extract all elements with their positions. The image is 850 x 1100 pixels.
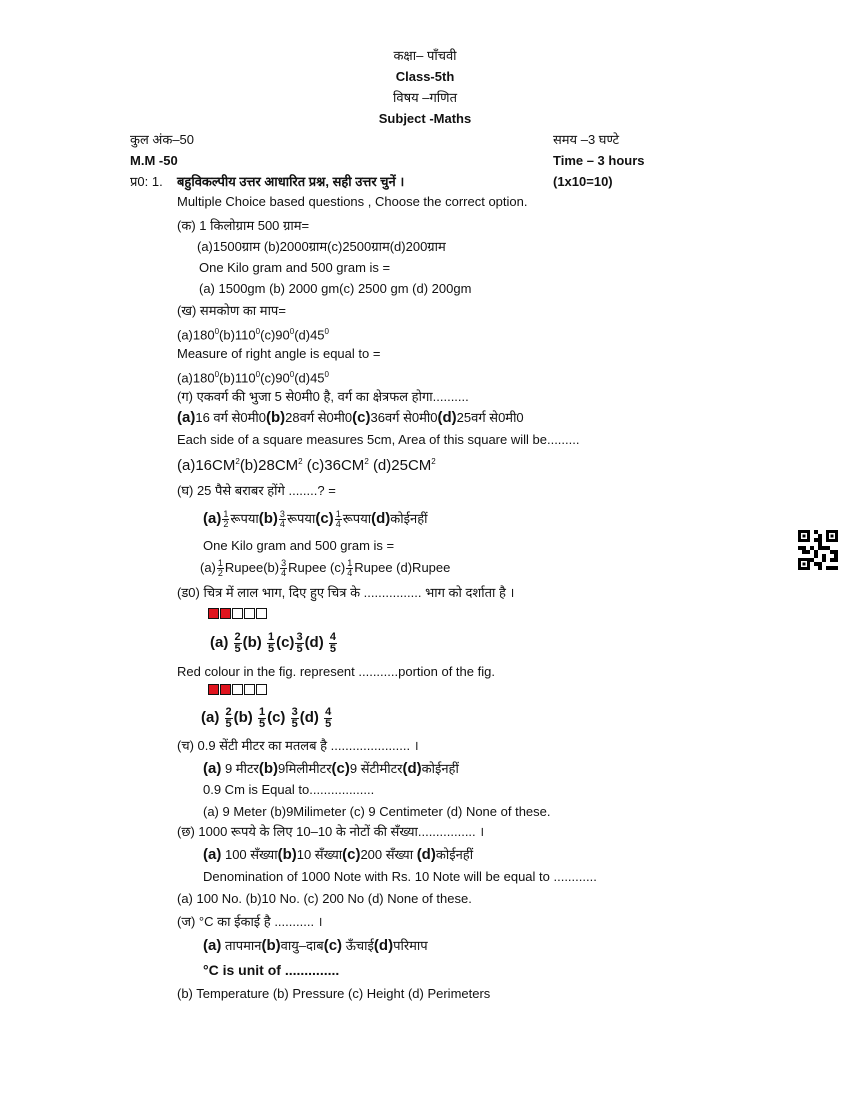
- q-cha-options-hi: (a) 9 मीटर(b)9मिलीमीटर(c)9 सेंटीमीटर(d)कोईनहीं: [203, 760, 459, 777]
- fraction: $\frac{1}{2}$: [217, 558, 223, 579]
- question-number: प्र0: 1.: [130, 174, 163, 189]
- q-ka-hi: (क) 1 किलोग्राम 500 ग्राम=: [177, 218, 310, 233]
- fraction: $\frac{3}{5}$: [291, 705, 298, 730]
- q-gha-hi: (घ) 25 पैसे बराबर होंगे ........? =: [177, 483, 336, 498]
- q-kha-options-2: $(a)180^0(b)110^0(c)90^0(d)45^0$: [177, 370, 329, 386]
- fraction-figure-2: [208, 684, 268, 695]
- figure-box: [244, 684, 255, 695]
- q-nga-options-1: (a) $\frac{2}{5}$ (b) $\frac{1}{5}$ (c) $\frac{3}{5}$ (d) $\frac{4}{5}$: [210, 630, 337, 655]
- q-cha-options-en: (a) 9 Meter (b)9Milimeter (c) 9 Centimeter (d) None of these.: [203, 804, 551, 819]
- q-chha-options-en: (a) 100 No. (b)10 No. (c) 200 No (d) None of these.: [177, 891, 472, 906]
- q-ja-options-en: (b) Temperature (b) Pressure (c) Height (d) Perimeters: [177, 986, 491, 1001]
- q-gha-options-hi: (a) $\frac{1}{2}$ रूपया(b) $\frac{3}{4}$ रूपया(c) $\frac{1}{4}$ रूपया(d)कोईनहीं: [203, 509, 428, 530]
- q-chha-en: Denomination of 1000 Note with Rs. 10 Note will be equal to ............: [203, 869, 597, 884]
- marks-en: M.M -50: [130, 153, 178, 168]
- q-ga-hi: (ग) एकवर्ग की भुजा 5 से0मी0 है, वर्ग का क्षेत्रफल होगा..........: [177, 389, 469, 404]
- time-en: Time – 3 hours: [553, 153, 645, 168]
- figure-box: [208, 684, 219, 695]
- time-hi: समय –3 घण्टे: [553, 132, 620, 147]
- q-nga-en: Red colour in the fig. represent ...........portion of the fig.: [177, 664, 495, 679]
- q-gha-options-en: (a) $\frac{1}{2}$ Rupee(b) $\frac{3}{4}$ Rupee (c) $\frac{1}{4}$ Rupee (d)Rupee: [200, 558, 451, 579]
- question-title-en: Multiple Choice based questions , Choose the correct option.: [177, 194, 528, 209]
- subject-hi: विषय –गणित: [393, 90, 457, 105]
- figure-box: [220, 608, 231, 619]
- q-ga-en: Each side of a square measures 5cm, Area of this square will be.........: [177, 432, 580, 447]
- figure-box: [244, 608, 255, 619]
- q-ga-options-hi: (a)16 वर्ग से0मी0(b)28वर्ग से0मी0(c)36वर्ग से0मी0(d)25वर्ग से0मी0: [177, 409, 524, 426]
- q-chha-options-hi: (a) 100 सँख्या(b)10 सँख्या(c)200 सँख्या (d)कोईनहीं: [203, 846, 474, 863]
- figure-box: [208, 608, 219, 619]
- figure-box: [256, 684, 267, 695]
- q-cha-hi: (च) 0.9 सेंटी मीटर का मतलब है ...................... ।: [177, 738, 419, 753]
- fraction: $\frac{2}{5}$: [234, 630, 241, 655]
- fraction: $\frac{3}{4}$: [279, 509, 285, 530]
- question-marks: (1x10=10): [553, 174, 613, 189]
- fraction: $\frac{3}{4}$: [281, 558, 287, 579]
- question-title-hi: बहुविकल्पीय उत्तर आधारित प्रश्न, सही उत्तर चुनें ।: [177, 174, 405, 189]
- class-en: Class-5th: [395, 69, 455, 84]
- q-nga-hi: (ड0) चित्र में लाल भाग, दिए हुए चित्र के ................ भाग को दर्शाता है ।: [177, 585, 515, 600]
- fraction-figure-1: [208, 608, 268, 619]
- fraction: $\frac{4}{5}$: [329, 630, 337, 655]
- q-kha-en: Measure of right angle is equal to =: [177, 346, 381, 361]
- q-ja-en: °C is unit of ..............: [203, 962, 340, 978]
- fraction: $\frac{2}{5}$: [225, 705, 232, 730]
- q-ga-options-en: $(a)16CM^2(b)28CM^2$ $(c)36CM^2$ $(d)25CM^2$: [177, 457, 436, 474]
- figure-box: [220, 684, 231, 695]
- figure-box: [232, 684, 243, 695]
- fraction: $\frac{4}{5}$: [325, 705, 332, 730]
- q-ja-options-hi: (a) तापमान(b)वायु–दाब(c) ऊँचाई(d)परिमाप: [203, 937, 428, 954]
- q-ja-hi: (ज) °C का ईकाई है ........... ।: [177, 914, 323, 929]
- subject-en: Subject -Maths: [378, 111, 472, 126]
- q-kha-options-1: $(a)180^0(b)110^0(c)90^0(d)45^0$: [177, 327, 329, 343]
- q-ka-options-hi: (a)1500ग्राम (b)2000ग्राम(c)2500ग्राम(d)200ग्राम: [197, 239, 446, 254]
- fraction: $\frac{1}{4}$: [335, 509, 341, 530]
- figure-box: [256, 608, 267, 619]
- fraction: $\frac{1}{4}$: [347, 558, 353, 579]
- qr-code-icon: [798, 530, 838, 570]
- q-nga-options-2: (a) $\frac{2}{5}$ (b) $\frac{1}{5}$ (c) $\frac{3}{5}$ (d) $\frac{4}{5}$: [201, 705, 332, 730]
- fraction: $\frac{1}{2}$: [223, 509, 229, 530]
- fraction: $\frac{1}{5}$: [267, 630, 275, 655]
- fraction: $\frac{3}{5}$: [296, 630, 303, 655]
- q-chha-hi: (छ) 1000 रूपये के लिए 10–10 के नोटों की सँख्या................ ।: [177, 824, 485, 839]
- q-ka-en: One Kilo gram and 500 gram is =: [199, 260, 391, 275]
- fraction: $\frac{1}{5}$: [258, 705, 266, 730]
- q-kha-hi: (ख) समकोण का माप=: [177, 303, 286, 318]
- figure-box: [232, 608, 243, 619]
- marks-hi: कुल अंक–50: [130, 132, 195, 147]
- class-hi: कक्षा– पाँचवी: [393, 48, 457, 63]
- q-ka-options-en: (a) 1500gm (b) 2000 gm(c) 2500 gm (d) 200gm: [199, 281, 472, 296]
- q-cha-en: 0.9 Cm is Equal to..................: [203, 782, 375, 797]
- q-gha-en: One Kilo gram and 500 gram is =: [203, 538, 395, 553]
